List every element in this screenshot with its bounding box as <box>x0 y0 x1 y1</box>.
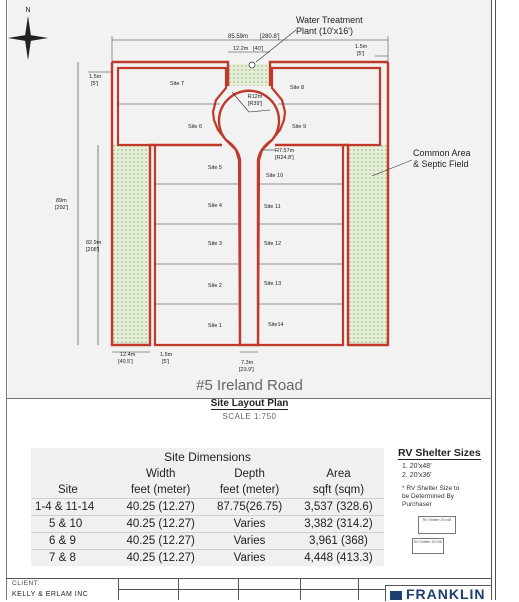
client-name: KELLY & ERLAM INC <box>12 591 89 598</box>
table-cell: 40.25 (12.27) <box>115 499 206 516</box>
drawing-title <box>8 398 491 409</box>
title-block-top-line <box>6 578 492 579</box>
table-cell: 6 & 9 <box>31 533 115 550</box>
circle-radius-imperial: [R39'] <box>247 101 263 107</box>
common-area-left <box>112 145 150 345</box>
bottom-mid-imperial: [23.9'] <box>239 367 254 373</box>
site-10-label: Site 10 <box>266 173 284 179</box>
inner-depth-dim <box>86 145 102 345</box>
bottom-left-dim <box>112 352 150 365</box>
north-label: N <box>25 7 31 14</box>
water-plant-label-line2: Plant (10'x16') <box>296 26 353 36</box>
site-3-label: Site 3 <box>207 241 222 247</box>
site-5-label: Site 5 <box>207 165 222 171</box>
table-cell: 87.75(26.75) <box>206 499 293 516</box>
setback-left-metric: 1.5m <box>89 74 102 80</box>
table-header-top <box>31 466 115 482</box>
site-14-label: Site14 <box>268 322 284 328</box>
project-title: #5 Ireland Road <box>196 377 303 394</box>
overall-depth-imperial: [292'] <box>55 205 69 211</box>
top-dim-metric: 85.59m <box>228 34 249 40</box>
table-row <box>31 499 384 516</box>
rv-note-line: Purchaser <box>402 501 432 508</box>
setback-bottom-metric: 1.5m <box>160 352 173 358</box>
table-header-top: Depth <box>234 467 265 480</box>
rv-shelter-title <box>398 447 481 459</box>
overall-depth-metric: 89m <box>56 198 67 204</box>
table-header-top: Width <box>145 467 176 480</box>
water-plant-icon <box>249 62 255 68</box>
site-11-label: Site 11 <box>264 204 281 210</box>
gap-dim-metric: 12.2m <box>233 46 249 52</box>
rv-shelter-thumbnail-small: RV Shelter 20'x36' <box>412 538 444 554</box>
table-header-bottom: Site <box>58 483 78 496</box>
table-cell: 7 & 8 <box>31 550 115 567</box>
site-12-label: Site 12 <box>264 241 282 247</box>
gap-dim-imperial: [40'] <box>253 46 264 52</box>
site-8-label: Site 8 <box>290 85 305 91</box>
setback-bottom-dim <box>160 352 173 365</box>
site-9-label: Site 9 <box>292 124 307 130</box>
site-6-label: Site 6 <box>188 124 203 130</box>
setback-right-metric: 1.5m <box>355 44 368 50</box>
table-cell: 5 & 10 <box>31 516 115 533</box>
site-1-label: Site 1 <box>207 323 222 329</box>
setback-left-dim <box>88 72 112 87</box>
bottom-left-imperial: [40.5'] <box>118 359 133 365</box>
table-cell: Varies <box>206 533 293 550</box>
rv-size-item: 1. 20'x48' <box>402 463 432 470</box>
site-7-label: Site 7 <box>170 81 185 87</box>
table-cell: 40.25 (12.27) <box>115 550 206 567</box>
site-4-label: Site 4 <box>207 203 222 209</box>
table-caption: Site Dimensions <box>164 449 251 464</box>
setback-left-imperial: [5'] <box>91 81 99 87</box>
drawing-scale: SCALE 1:750 <box>222 412 277 421</box>
drawing-title-text: Site Layout Plan <box>210 398 289 409</box>
rv-shelter-thumbnail-large: RV Shelter 20'x48' <box>418 516 456 534</box>
table-cell: 40.25 (12.27) <box>115 533 206 550</box>
rv-shelter-title-text: RV Shelter Sizes <box>398 447 481 459</box>
client-label: CLIENT: <box>12 580 40 587</box>
table-cell: 1-4 & 11-14 <box>31 499 115 516</box>
site-2-label: Site 2 <box>207 283 222 289</box>
water-plant-area <box>228 64 270 86</box>
neck-radius-imperial: [R24.8'] <box>275 155 294 161</box>
table-cell: 3,537 (328.6) <box>293 499 384 516</box>
franklin-logo-text: FRANKLIN <box>406 586 486 602</box>
table-cell: 40.25 (12.27) <box>115 516 206 533</box>
bottom-left-metric: 12.4m <box>120 352 136 358</box>
table-header-bottom: sqft (sqm) <box>312 483 365 496</box>
bottom-mid-metric: 7.3m <box>241 360 254 366</box>
common-area-label-line2: & Septic Field <box>413 159 469 169</box>
common-area-right <box>348 145 388 345</box>
top-dimension <box>112 34 388 62</box>
inner-depth-metric: 82.9m <box>86 240 102 246</box>
inner-depth-imperial: [208'] <box>86 247 100 253</box>
top-dim-imperial: [280.8'] <box>260 34 280 40</box>
north-arrow-icon <box>8 7 48 60</box>
table-row <box>31 550 384 567</box>
circle-radius-metric: R12m <box>247 94 263 100</box>
cul-de-sac <box>219 91 295 345</box>
setback-bottom-imperial: [5'] <box>162 359 170 365</box>
table-cell: 3,961 (368) <box>293 533 384 550</box>
rv-note-line: be Determined By <box>402 493 455 500</box>
table-header-bottom: feet (meter) <box>130 483 191 496</box>
overall-depth-dim <box>55 62 78 345</box>
water-plant-label-line1: Water Treatment <box>296 15 363 25</box>
table-cell: Varies <box>206 550 293 567</box>
table-cell: Varies <box>206 516 293 533</box>
setback-right-dim <box>355 44 388 57</box>
gap-dimension <box>228 46 270 52</box>
table-cell: 4,448 (413.3) <box>293 550 384 567</box>
table-header-top: Area <box>326 467 351 480</box>
title-block-mid-line <box>118 589 385 590</box>
common-area-label-line1: Common Area <box>413 148 471 158</box>
site-13-label: Site 13 <box>264 281 282 287</box>
table-row <box>31 533 384 550</box>
setback-right-imperial: [5'] <box>357 51 365 57</box>
neck-radius-metric: R7.57m <box>275 148 295 154</box>
bottom-mid-dim <box>239 352 258 373</box>
franklin-logo-icon <box>390 591 402 600</box>
table-row <box>31 516 384 533</box>
rv-size-item: 2. 20'x36' <box>402 472 432 479</box>
site-dimensions-table <box>31 448 384 566</box>
rv-note-line: * RV Shelter Size to <box>402 485 460 492</box>
table-header-bottom: feet (meter) <box>219 483 280 496</box>
table-cell: 3,382 (314.2) <box>293 516 384 533</box>
